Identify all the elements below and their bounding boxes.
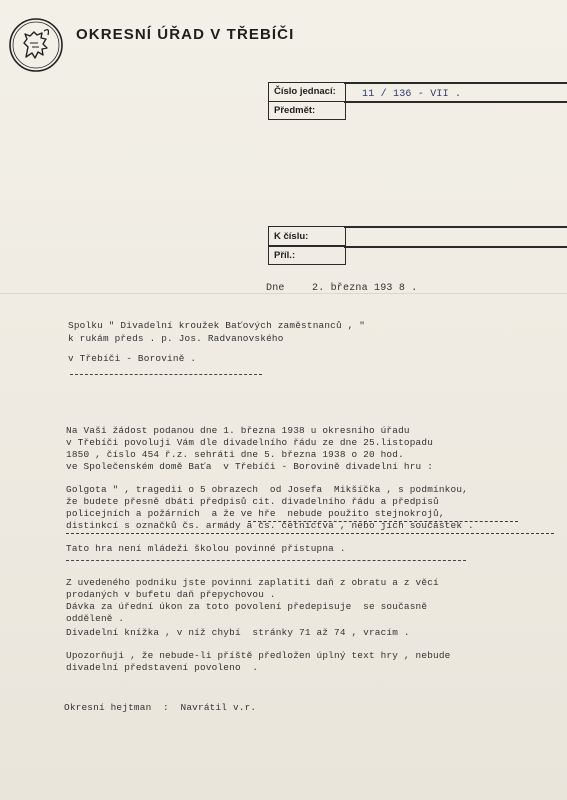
- reference-rule-mid: [344, 101, 567, 103]
- body-line: 1850 , číslo 454 ř.z. sehráti dne 5. března 1938 o 20 hod.: [66, 449, 404, 460]
- related-number-box: [268, 226, 346, 246]
- related-rule-top: [344, 226, 567, 228]
- body-line: Divadelní knížka , v níž chybí stránky 71 až 74 , vracím .: [66, 627, 410, 638]
- body-line: Golgota " , tragedii o 5 obrazech od Josefa Mikšíčka , s podmínkou,: [66, 484, 468, 495]
- addressee-line-2: k rukám předs . p. Jos. Radvanovského: [68, 333, 284, 344]
- body-line: že budete přesně dbáti předpisů cit. divadelního řádu a předpisů: [66, 496, 439, 507]
- date-value: 2. března 193 8 .: [312, 283, 418, 294]
- addressee-line-1: Spolku " Divadelní kroužek Baťových zaměstnanců , ": [68, 320, 366, 331]
- body-emphasis-underline-1: [248, 521, 518, 522]
- body-emphasis-underline-2: [66, 533, 554, 534]
- body-line: Na Vaši žádost podanou dne 1. března 1938 u okresního úřadu: [66, 425, 410, 436]
- reference-number-label: Číslo jednací:: [274, 86, 336, 97]
- reference-rule-top: [344, 82, 567, 84]
- body-line: Z uvedeného podniku jste povinni zaplatiti daň z obratu a z věcí: [66, 577, 439, 588]
- body-line: Upozorňuji , že nebude-li příště předložen úplný text hry , nebude: [66, 650, 451, 661]
- lion-emblem-icon: [8, 17, 64, 73]
- body-line: Dávka za úřední úkon za toto povolení předepisuje se současně: [66, 601, 428, 612]
- addressee-underline: [70, 374, 262, 375]
- related-number-label: K číslu:: [274, 231, 309, 242]
- age-restriction-underline: [66, 560, 466, 561]
- related-rule-mid: [344, 246, 567, 248]
- office-heading: OKRESNÍ ÚŘAD V TŘEBÍČI: [76, 26, 295, 43]
- subject-box: [268, 101, 346, 120]
- body-line: odděleně .: [66, 613, 125, 624]
- attachments-label: Příl.:: [274, 250, 296, 261]
- addressee-line-3: v Třebíči - Borovině .: [68, 353, 197, 364]
- body-line: policejních a požárních a že ve hře nebude použito stejnokrojů,: [66, 508, 445, 519]
- body-line: divadelní představení povoleno .: [66, 662, 259, 673]
- reference-number-value: 11 / 136 - VII .: [362, 89, 462, 100]
- subject-label: Předmět:: [274, 105, 316, 116]
- attachments-box: [268, 246, 346, 265]
- body-line: v Třebíči povoluji Vám dle divadelního řádu ze dne 25.listopadu: [66, 437, 434, 448]
- reference-number-box: [268, 82, 346, 102]
- body-line: Tato hra není mládeži školou povinné přístupna .: [66, 543, 346, 554]
- body-line: distinkcí s označků čs. armády a čs. četnictva , nebo jich součástek .: [66, 520, 474, 531]
- body-line: ve Společenském domě Baťa v Třebíči - Borovině divadelní hru :: [66, 461, 434, 472]
- signature-line: Okresní hejtman : Navrátil v.r.: [64, 702, 257, 713]
- date-prefix: Dne: [266, 283, 285, 294]
- body-line: prodaných v bufetu daň přepychovou .: [66, 589, 276, 600]
